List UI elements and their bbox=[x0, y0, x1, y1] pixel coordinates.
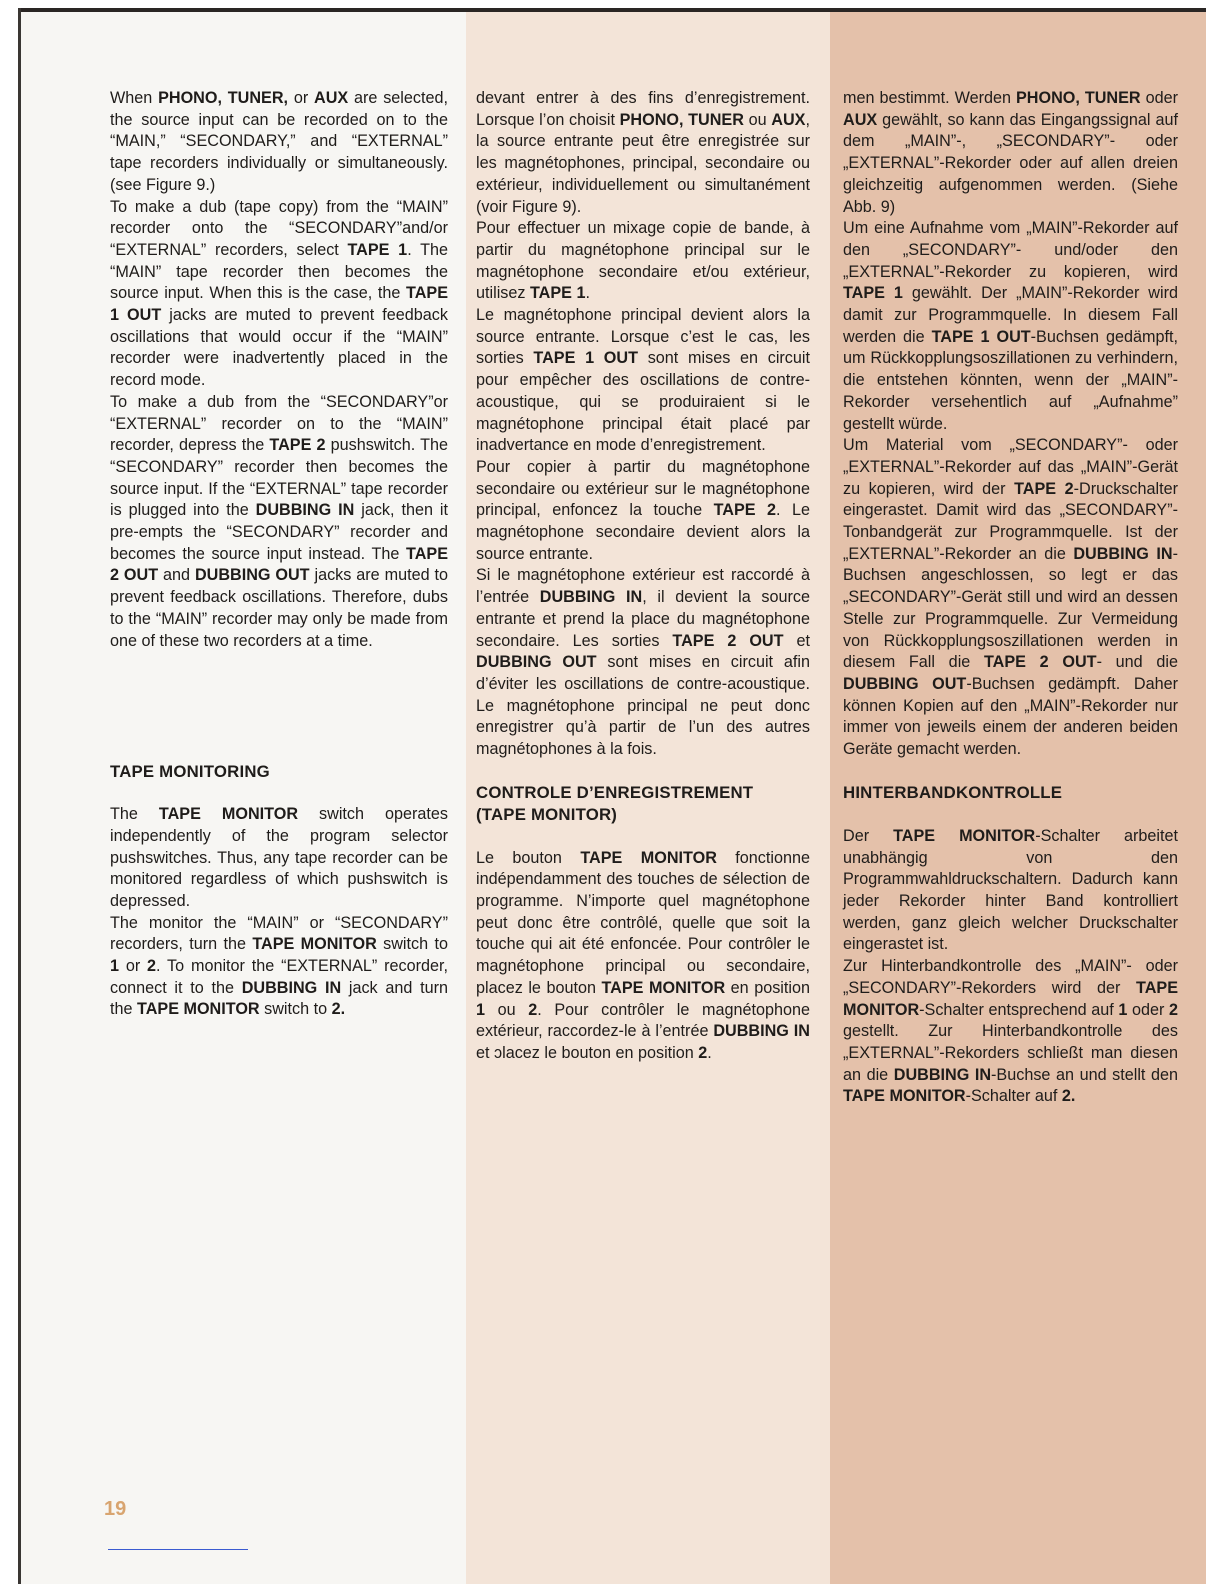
bold-term: TAPE MONITOR bbox=[601, 978, 726, 997]
german-para-4 bbox=[843, 826, 1178, 956]
bold-term: DUBBING IN bbox=[241, 978, 342, 997]
german-para-3 bbox=[843, 435, 1178, 761]
french-para-2 bbox=[476, 218, 810, 305]
bold-term: TAPE MONITOR bbox=[580, 848, 717, 867]
text-run: , il devient la source entrante et prend la place du magnétophone secondaire. Les sorties bbox=[476, 588, 810, 650]
text-run: or bbox=[119, 957, 148, 976]
text-run: -Buchsen angeschlossen, so legt er das „SECONDARY”-Gerät still und wird an dessen Stelle zur Programmquelle. Zur Vermeidung von Rückkopplungsoszillationen werden in diesem Fall die bbox=[843, 544, 1178, 672]
bold-term: TAPE 2 OUT bbox=[110, 544, 448, 585]
text-run: Zur Hinterbandkontrolle des „MAIN”- oder „SECONDARY”-Rekorders wird der bbox=[843, 957, 1178, 997]
text-run: or bbox=[288, 89, 315, 107]
text-run: -Buchsen gedämpft, um Rückkopplungsoszillationen zu verhindern, die entstehen könnten, wenn der „MAIN”-Rekorder versehentlich auf „Aufnahme” gestellt würde. bbox=[843, 327, 1179, 433]
bold-term: PHONO, TUNER, bbox=[158, 89, 289, 107]
text-run: The monitor the “MAIN” or “SECONDARY” recorders, turn the bbox=[110, 913, 448, 954]
bold-term: AUX bbox=[314, 89, 349, 107]
text-run: -Schalter auf bbox=[965, 1087, 1062, 1106]
bold-term: TAPE MONITOR bbox=[893, 826, 1036, 845]
bold-term: 2. bbox=[331, 1000, 346, 1019]
text-run: Le bouton bbox=[476, 848, 581, 867]
bold-term: TAPE MONITOR bbox=[252, 935, 377, 954]
english-para-5 bbox=[110, 913, 448, 1022]
english-heading: TAPE MONITORING bbox=[110, 761, 270, 781]
text-run: et ɔlacez le bouton en position bbox=[476, 1043, 699, 1062]
bold-term: TAPE 1 OUT bbox=[931, 327, 1031, 346]
bold-term: PHONO, TUNER bbox=[619, 110, 744, 129]
bold-term: 2 bbox=[147, 957, 157, 976]
page-number: 19 bbox=[104, 1498, 127, 1520]
bold-term: DUBBING IN bbox=[713, 1022, 810, 1041]
text-run: . bbox=[707, 1043, 712, 1062]
bold-term: 2 bbox=[1168, 1000, 1178, 1019]
french-heading-line-1: CONTROLE D’ENREGISTREMENT bbox=[476, 783, 754, 803]
english-column bbox=[110, 88, 448, 1021]
text-run: Si le magnétophone extérieur est raccordé à l’entrée bbox=[476, 566, 810, 607]
text-run: -Buchsen gedämpft. Daher können Kopien auf den „MAIN”-Rekorder nur immer von jeweils einem der anderen beiden Geräte gemacht werden. bbox=[843, 674, 1178, 759]
text-run: jacks are muted to prevent feedback oscillations. Therefore, dubs to the “MAIN” recorder may only be made from one of these two recorders at a time. bbox=[110, 566, 448, 650]
bold-term: 1 bbox=[1118, 1000, 1128, 1019]
text-run: oder bbox=[1127, 1000, 1169, 1019]
bold-term: DUBBING IN bbox=[255, 501, 355, 520]
french-para-4 bbox=[476, 457, 810, 566]
text-run: oder bbox=[1140, 89, 1178, 107]
bold-term: 1 bbox=[476, 1000, 486, 1019]
manual-page bbox=[18, 8, 1206, 1584]
text-run: devant entrer à des fins d’enregistrement. Lorsque l’on choisit bbox=[476, 89, 810, 129]
text-run: The bbox=[110, 805, 159, 824]
text-run: - und die bbox=[1096, 653, 1178, 672]
bold-term: TAPE 1 OUT bbox=[110, 284, 448, 325]
text-run: jack and turn the bbox=[110, 978, 448, 1019]
text-run: Der bbox=[843, 826, 894, 845]
text-run: sont mises en circuit pour empêcher des oscillations de contre-acoustique, qui se produiraient si le magnétophone principal était placé par inadvertance en mode d’enregistrement. bbox=[476, 349, 810, 455]
bold-term: TAPE 2 OUT bbox=[984, 653, 1097, 672]
bold-term: DUBBING OUT bbox=[194, 566, 310, 585]
text-run: Le magnétophone principal devient alors la source entrante. Lorsque c’est le cas, les sorties bbox=[476, 306, 810, 368]
bold-term: TAPE 1 OUT bbox=[533, 349, 638, 368]
text-run: switch to bbox=[259, 1000, 332, 1019]
bold-term: TAPE MONITOR bbox=[137, 1000, 260, 1019]
text-run: -Schalter entsprechend auf bbox=[919, 1000, 1119, 1019]
french-para-1 bbox=[476, 88, 810, 218]
text-run: . To monitor the “EXTERNAL” recorder, connect it to the bbox=[110, 957, 448, 997]
page-left-edge bbox=[18, 8, 21, 1584]
german-para-1 bbox=[843, 88, 1178, 218]
text-run: Pour copier à partir du magnétophone secondaire ou extérieur sur le magnétophone principal, enfoncez la touche bbox=[476, 457, 810, 520]
text-run: jacks are muted to prevent feedback oscillations that would occur if the “MAIN” recorder were inadvertently placed in the record mode. bbox=[110, 306, 448, 390]
text-run: fonctionne indépendamment des touches de sélection de programme. N’importe quel magnétophone peut donc être contrôlé, quelle que soit la touche qui ait été enfoncée. Pour contrôler le magnétophone principal ou secondaire, placez le bouton bbox=[476, 848, 811, 997]
bold-term: TAPE 1 bbox=[347, 240, 408, 259]
text-run: sont mises en circuit afin d’éviter les oscillations de contre-acoustique. Le magnétophone principal ne peut donc enregistrer qu’à partir de l’un des autres magnétophones à la fois. bbox=[476, 653, 810, 759]
text-run: When bbox=[110, 89, 159, 107]
text-run: pushswitch. The “SECONDARY” recorder then becomes the source input. If the “EXTERNAL” tape recorder is plugged into the bbox=[110, 436, 448, 520]
bold-term: AUX bbox=[771, 110, 806, 129]
text-run: -Druckschalter eingerastet. Damit wird das „SECONDARY”-Tonbandgerät zur Programmquelle. Ist der „EXTERNAL”-Rekorder an die bbox=[843, 479, 1178, 563]
english-para-1 bbox=[110, 88, 448, 197]
bold-term: TAPE 1 bbox=[843, 284, 903, 303]
bold-term: DUBBING IN bbox=[1073, 544, 1173, 563]
text-run: , la source entrante peut être enregistrée sur les magnétophones, principal, secondaire ou extérieur, individuellement ou simultanément (voir Figure 9). bbox=[476, 110, 810, 216]
text-run: To make a dub (tape copy) from the “MAIN” recorder onto the “SECONDARY”and/or “EXTERNAL” recorders, select bbox=[110, 197, 448, 259]
text-run: gestellt. Zur Hinterbandkontrolle des „EXTERNAL”-Rekorders schließt man diesen an die bbox=[843, 1022, 1178, 1084]
french-column bbox=[476, 88, 810, 1065]
text-run: -Schalter arbeitet unabhängig von den Programmwahldruckschaltern. Dadurch kann jeder Rekorder hinter Band kontrolliert werden, ganz gleich welcher Druckschalter eingerastet ist. bbox=[843, 826, 1178, 954]
text-run: Um Material vom „SECONDARY”- oder „EXTERNAL”-Rekorder auf das „MAIN”-Gerät zu kopieren, wird der bbox=[843, 436, 1178, 498]
bold-term: DUBBING IN bbox=[539, 588, 643, 607]
german-para-2 bbox=[843, 218, 1178, 435]
page-top-edge bbox=[18, 8, 1206, 12]
text-run: . Le magnétophone secondaire devient alors la source entrante. bbox=[476, 501, 810, 563]
text-run: To make a dub from the “SECONDARY”or “EXTERNAL” recorder on to the “MAIN” recorder, depress the bbox=[110, 392, 448, 455]
bold-term: 2 bbox=[528, 1000, 538, 1019]
text-run: men bestimmt. Werden bbox=[843, 89, 1016, 107]
text-run: switch operates independently of the program selector pushswitches. Thus, any tape recorder can be monitored regardless of which pushswitch is depressed. bbox=[110, 805, 449, 910]
bold-term: 2 bbox=[698, 1043, 708, 1062]
text-run: . bbox=[585, 284, 590, 303]
bold-term: TAPE MONITOR bbox=[843, 1087, 966, 1106]
pen-mark bbox=[108, 1549, 248, 1550]
text-run: ou bbox=[485, 1000, 529, 1019]
bold-term: 2. bbox=[1061, 1087, 1076, 1106]
english-para-4 bbox=[110, 804, 448, 913]
text-run: are selected, the source input can be recorded on to the “MAIN,” “SECONDARY,” and “EXTERNAL” tape recorders individually or simultaneously. (see Figure 9.) bbox=[110, 89, 448, 194]
text-run: ou bbox=[743, 110, 772, 129]
text-run: . The “MAIN” tape recorder then becomes the source input. When this is the case, the bbox=[110, 240, 448, 303]
bold-term: TAPE MONITOR bbox=[158, 805, 299, 824]
text-run: et bbox=[783, 631, 810, 650]
bold-term: DUBBING OUT bbox=[843, 674, 967, 693]
english-para-3 bbox=[110, 392, 448, 652]
german-column bbox=[843, 88, 1178, 1108]
text-run: and bbox=[158, 566, 195, 585]
bold-term: TAPE 2 OUT bbox=[672, 631, 784, 650]
english-para-2 bbox=[110, 197, 448, 392]
bold-term: TAPE MONITOR bbox=[843, 978, 1178, 1019]
text-run: en position bbox=[725, 978, 810, 997]
bold-term: TAPE 2 bbox=[269, 436, 326, 455]
text-run: . Pour contrôler le magnétophone extérieur, raccordez-le à l’entrée bbox=[476, 1000, 810, 1041]
bold-term: AUX bbox=[843, 110, 878, 129]
bold-term: DUBBING IN bbox=[893, 1065, 992, 1084]
bold-term: DUBBING OUT bbox=[476, 653, 597, 672]
bold-term: 1 bbox=[110, 957, 120, 976]
bold-term: TAPE 2 bbox=[713, 501, 777, 520]
french-heading-line-2: (TAPE MONITOR) bbox=[476, 805, 618, 825]
bold-term: PHONO, TUNER bbox=[1016, 89, 1141, 107]
text-run: gewählt. Der „MAIN”-Rekorder wird damit zur Programmquelle. In diesem Fall werden die bbox=[843, 284, 1178, 346]
text-run: Pour effectuer un mixage copie de bande, à partir du magnétophone principal sur le magnétophone secondaire et/ou extérieur, utilisez bbox=[476, 219, 810, 303]
french-para-5 bbox=[476, 565, 810, 760]
german-heading: HINTERBANDKONTROLLE bbox=[843, 783, 1063, 803]
text-run: jack, then it pre-empts the “SECONDARY” recorder and becomes the source input instead. The bbox=[110, 501, 448, 563]
text-run: switch to bbox=[376, 935, 448, 954]
german-para-5 bbox=[843, 956, 1178, 1108]
bold-term: TAPE 2 bbox=[1014, 479, 1074, 498]
text-run: -Buchse an und stellt den bbox=[991, 1065, 1178, 1084]
text-run: Um eine Aufnahme vom „MAIN”-Rekorder auf den „SECONDARY”- und/oder den „EXTERNAL”-Rekorder zu kopieren, wird bbox=[843, 219, 1178, 281]
bold-term: TAPE 1 bbox=[529, 284, 586, 303]
text-run: gewählt, so kann das Eingangssignal auf dem „MAIN”-, „SECONDARY”- oder „EXTERNAL”-Rekorder oder auf allen dreien gleichzeitig aufgenommen werden. (Siehe Abb. 9) bbox=[843, 110, 1178, 216]
french-para-3 bbox=[476, 305, 810, 457]
french-para-6 bbox=[476, 848, 810, 1065]
